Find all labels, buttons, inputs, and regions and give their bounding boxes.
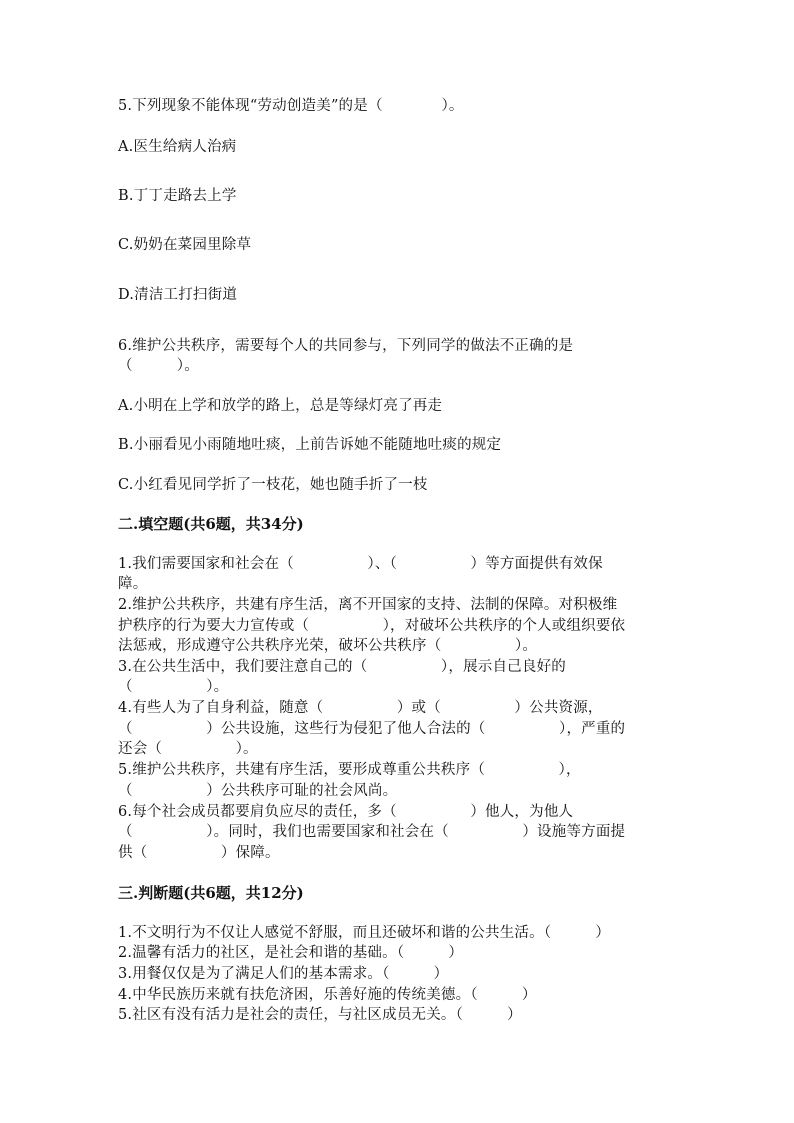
question-5-stem: 5.下列现象不能体现“劳动创造美”的是（ ）。: [118, 98, 464, 114]
question-5-option-c: C.奶奶在菜园里除草: [118, 237, 252, 253]
question-6-option-b: B.小丽看见小雨随地吐痰，上前告诉她不能随地吐痰的规定: [118, 437, 502, 453]
judge-line: 2.温馨有活力的社区，是社会和谐的基础。（ ）: [118, 945, 464, 961]
question-5-option-b: B.丁丁走路去上学: [118, 188, 237, 204]
question-6-stem-line-2: （ ）。: [118, 358, 199, 374]
question-5-option-d: D.清洁工打扫街道: [118, 287, 238, 303]
question-6-option-c: C.小红看见同学折了一枝花，她也随手折了一枝: [118, 477, 428, 493]
question-6-option-a: A.小明在上学和放学的路上，总是等绿灯亮了再走: [118, 398, 443, 414]
fill-line: 1.我们需要国家和社会在（ ）、（ ）等方面提供有效保: [118, 556, 603, 572]
fill-line: （ ）公共设施，这些行为侵犯了他人合法的（ ），严重的: [118, 721, 626, 737]
fill-line: 6.每个社会成员都要肩负应尽的责任，多（ ）他人，为他人: [118, 804, 574, 820]
fill-line: 护秩序的行为要大力宣传或（ ），对破坏公共秩序的个人或组织要依: [118, 618, 626, 634]
fill-line: 3.在公共生活中，我们要注意自己的（ ），展示自己良好的: [118, 659, 566, 675]
fill-line: （ ）。同时，我们也需要国家和社会在（ ）设施等方面提: [118, 824, 626, 840]
fill-line: 障。: [118, 576, 148, 592]
question-6-stem-line-1: 6.维护公共秩序，需要每个人的共同参与，下列同学的做法不正确的是: [118, 338, 574, 354]
fill-section-heading: 二.填空题(共6题，共34分): [118, 515, 304, 533]
fill-line: 2.维护公共秩序，共建有序生活，离不开国家的支持、法制的保障。对积极维: [118, 597, 618, 613]
fill-line: 还会（ ）。: [118, 741, 258, 757]
fill-line: 供（ ）保障。: [118, 845, 280, 861]
fill-line: （ ）。: [118, 679, 229, 695]
judge-section-heading: 三.判断题(共6题，共12分): [118, 884, 304, 902]
fill-line: 法惩戒，形成遵守公共秩序光荣，破坏公共秩序（ ）。: [118, 638, 538, 654]
question-5-option-a: A.医生给病人治病: [118, 139, 237, 155]
fill-line: 5.维护公共秩序，共建有序生活，要形成尊重公共秩序（ ），: [118, 762, 581, 778]
judge-line: 1.不文明行为不仅让人感觉不舒服，而且还破坏和谐的公共生活。（ ）: [118, 925, 611, 941]
judge-line: 3.用餐仅仅是为了满足人们的基本需求。（ ）: [118, 966, 449, 982]
fill-line: （ ）公共秩序可耻的社会风尚。: [118, 783, 398, 799]
fill-line: 4.有些人为了自身利益，随意（ ）或（ ）公共资源，: [118, 700, 603, 716]
judge-line: 4.中华民族历来就有扶危济困，乐善好施的传统美德。（ ）: [118, 987, 537, 1003]
judge-line: 5.社区有没有活力是社会的责任，与社区成员无关。（ ）: [118, 1007, 522, 1023]
